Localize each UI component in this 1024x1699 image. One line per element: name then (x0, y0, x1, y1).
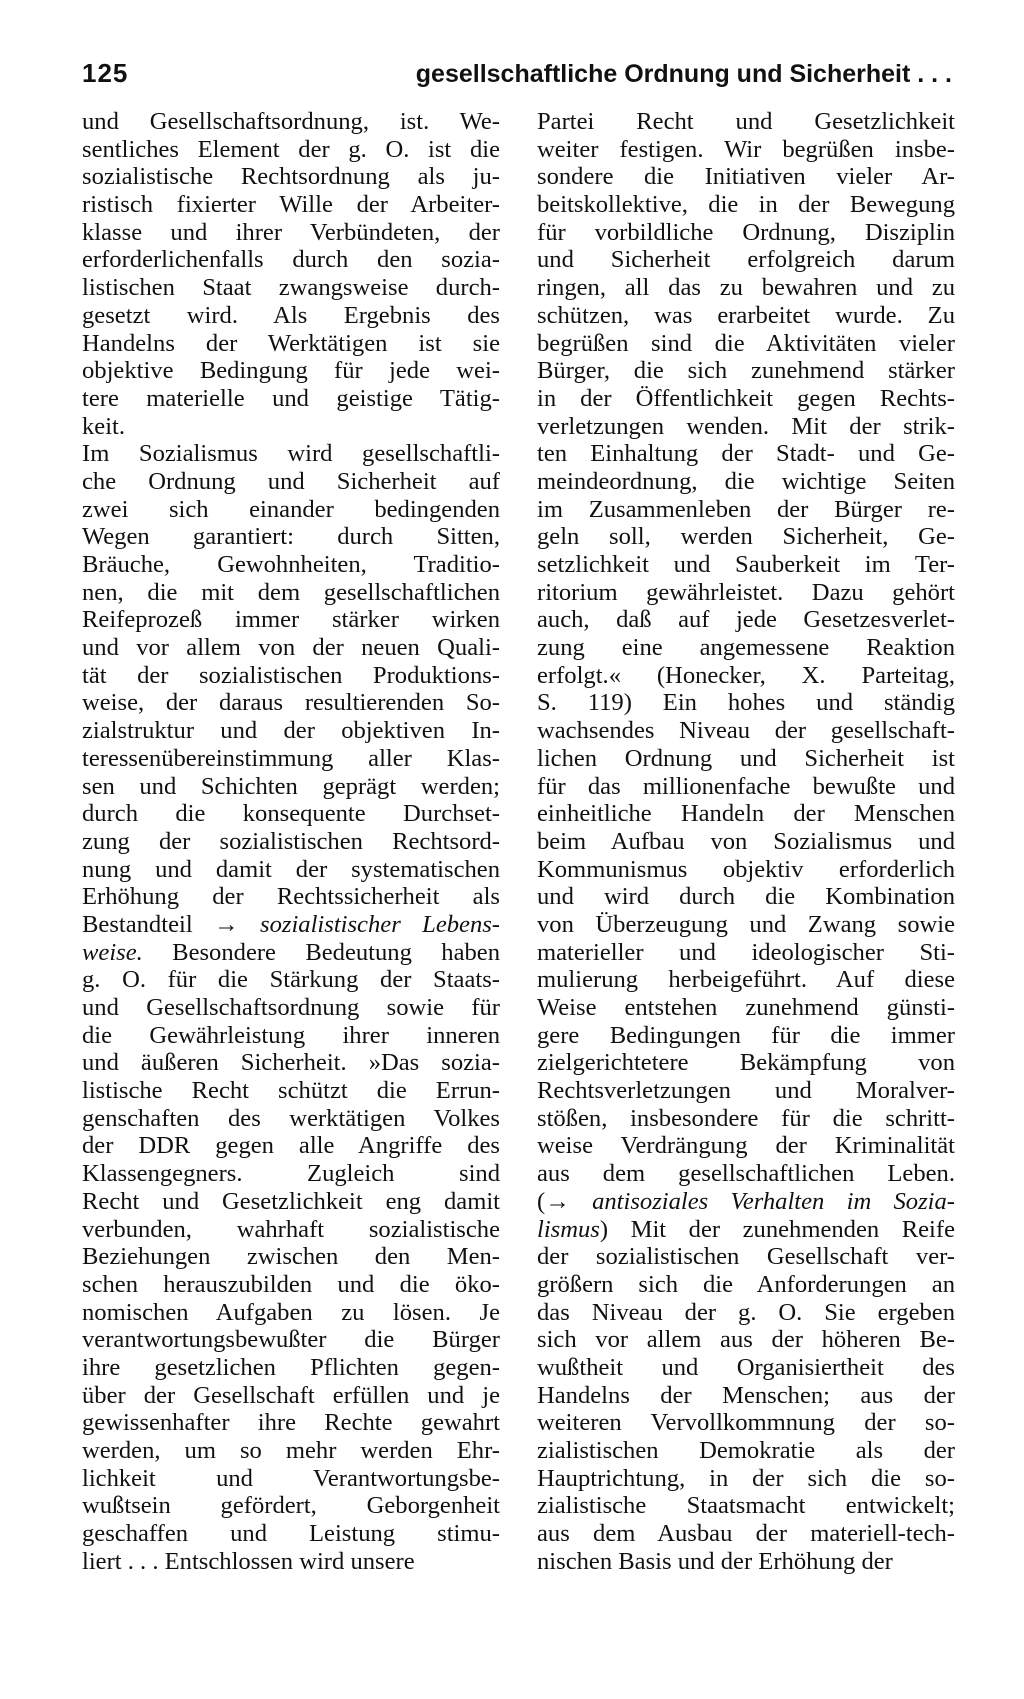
line-text: weise Verdrängung der Kriminalität (537, 1132, 955, 1160)
text-line (82, 440, 500, 468)
line-text: und wird durch die Kombination (537, 883, 955, 911)
line-text: zielgerichtetere Bekämpfung von (537, 1049, 955, 1077)
text-line (537, 302, 955, 330)
text-line (537, 330, 955, 358)
line-text: geschaffen und Leistung stimu- (82, 1520, 500, 1548)
text-line (82, 689, 500, 717)
text-line (537, 1382, 955, 1410)
text-line (537, 1105, 955, 1133)
line-text: zung eine angemessene Reaktion (537, 634, 955, 662)
text-line (537, 1520, 955, 1548)
line-text: erforderlichenfalls durch den sozia- (82, 246, 500, 274)
text-line (82, 1299, 500, 1327)
line-text: g. O. für die Stärkung der Staats- (82, 966, 500, 994)
line-text: klasse und ihrer Verbündeten, der (82, 218, 500, 246)
line-text: S. 119) Ein hohes und ständig (537, 689, 955, 717)
line-text: Weise entstehen zunehmend günsti- (537, 994, 955, 1021)
italic-reference: lismus (537, 1215, 600, 1243)
text-line (82, 163, 500, 191)
line-text: durch die konsequente Durchset- (82, 800, 500, 828)
text-line (82, 911, 500, 939)
line-text: und vor allem von der neuen Quali- (82, 634, 500, 662)
text-line (82, 1105, 500, 1133)
line-text: zialistischen Demokratie als der (537, 1437, 955, 1464)
text-line (82, 468, 500, 496)
line-text: sentliches Element der g. O. ist die (82, 135, 500, 163)
text-line (537, 136, 955, 164)
line-text: gere Bedingungen für die immer (537, 1021, 955, 1049)
line-text: gesetzt wird. Als Ergebnis des (82, 301, 500, 329)
text-line (82, 108, 500, 136)
line-text: nung und damit der systematischen (82, 855, 500, 883)
text-line (82, 1520, 500, 1548)
line-text: setzlichkeit und Sauberkeit im Ter- (537, 551, 955, 578)
text-line (537, 1049, 955, 1077)
line-text: auch, daß auf jede Gesetzesverlet- (537, 606, 955, 634)
text-line (82, 1326, 500, 1354)
text-line (537, 662, 955, 690)
text-line (82, 606, 500, 634)
line-text: verbunden, wahrhaft sozialistische (82, 1215, 500, 1243)
text-line (537, 579, 955, 607)
line-text: und äußeren Sicherheit. »Das sozia- (82, 1049, 500, 1077)
line-text: und Gesellschaftsordnung sowie für (82, 994, 500, 1021)
text-line (537, 773, 955, 801)
text-line (537, 219, 955, 247)
text-line (537, 800, 955, 828)
text-line (82, 634, 500, 662)
text-line (537, 1022, 955, 1050)
line-text: einheitliche Handeln der Menschen (537, 800, 955, 828)
running-title: gesellschaftliche Ordnung und Sicherheit . . . (415, 60, 952, 88)
text-line (82, 1465, 500, 1493)
text-line (82, 828, 500, 856)
line-text: teressenübereinstimmung aller Klas- (82, 744, 500, 772)
line-text: beitskollektive, die in der Bewegung (537, 191, 955, 219)
line-text: zialstruktur und der objektiven In- (82, 717, 500, 745)
line-text: weiteren Vervollkommnung der so- (537, 1409, 955, 1437)
line-text: listischen Staat zwangsweise durch- (82, 274, 500, 302)
line-text: wußtsein gefördert, Geborgenheit (82, 1492, 500, 1520)
text-line (537, 1243, 955, 1271)
text-line (82, 939, 500, 967)
text-line (537, 1465, 955, 1493)
line-text: lichen Ordnung und Sicherheit ist (537, 744, 955, 772)
text-line (537, 191, 955, 219)
text-line (82, 966, 500, 994)
line-text: Bestandteil (82, 910, 193, 938)
line-text: zung der sozialistischen Rechtsord- (82, 827, 500, 855)
line-text: im Zusammenleben der Bürger re- (537, 495, 955, 523)
page-header (82, 58, 952, 98)
text-line (537, 523, 955, 551)
text-line (537, 496, 955, 524)
italic-reference: weise. (82, 938, 143, 966)
line-text: und Gesellschaftsordnung, ist. We- (82, 108, 500, 135)
line-text: größern sich die Anforderungen an (537, 1270, 955, 1298)
text-line (82, 579, 500, 607)
text-line (537, 1271, 955, 1299)
line-text: materieller und ideologischer Sti- (537, 938, 955, 966)
text-line (537, 911, 955, 939)
line-text: keit. (82, 412, 126, 440)
line-text: wußtheit und Organisiertheit des (537, 1353, 955, 1381)
text-line (537, 856, 955, 884)
line-text: schützen, was erarbeitet wurde. Zu (537, 301, 955, 329)
line-text: genschaften des werktätigen Volkes (82, 1104, 500, 1132)
line-text: ten Einhaltung der Stadt- und Ge- (537, 440, 955, 468)
line-text: sozialistische Rechtsordnung als ju- (82, 163, 500, 191)
text-line (82, 1548, 500, 1576)
line-text: listische Recht schützt die Errun- (82, 1077, 500, 1105)
line-text: lichkeit und Verantwortungsbe- (82, 1464, 500, 1492)
text-line (82, 745, 500, 773)
line-text: Wegen garantiert: durch Sitten, (82, 523, 500, 551)
text-line (82, 413, 500, 441)
line-text: Reifeprozeß immer stärker wirken (82, 606, 500, 634)
text-line (82, 1049, 500, 1077)
italic-reference: → sozialistischer Lebens- (214, 910, 501, 938)
text-line (82, 800, 500, 828)
text-line (537, 1548, 955, 1576)
text-line (82, 385, 500, 413)
text-line (82, 1492, 500, 1520)
text-line (82, 994, 500, 1022)
line-text: ristisch fixierter Wille der Arbeiter- (82, 191, 500, 219)
page-number: 125 (82, 58, 129, 88)
text-line (82, 1216, 500, 1244)
line-text: über der Gesellschaft erfüllen und je (82, 1381, 500, 1409)
line-text: der sozialistischen Gesellschaft ver- (537, 1243, 955, 1271)
text-line (537, 689, 955, 717)
text-line (82, 1077, 500, 1105)
text-line (82, 551, 500, 579)
line-text: Rechtsverletzungen und Moralver- (537, 1077, 955, 1105)
text-line (82, 662, 500, 690)
line-text: ) Mit der zunehmenden Reife (599, 1215, 955, 1243)
text-line (537, 939, 955, 967)
text-line (82, 496, 500, 524)
line-text: erfolgt.« (Honecker, X. Parteitag, (537, 661, 955, 689)
line-text: nischen Basis und der Erhöhung der (537, 1547, 893, 1575)
line-text: ringen, all das zu bewahren und zu (537, 274, 955, 302)
line-text: verletzungen wenden. Mit der strik- (537, 412, 955, 440)
text-line (82, 1409, 500, 1437)
text-line (537, 1216, 955, 1244)
text-line (537, 357, 955, 385)
line-text: Besondere Bedeutung haben (142, 938, 500, 966)
text-line (537, 745, 955, 773)
text-line (82, 1022, 500, 1050)
line-text: geln soll, werden Sicherheit, Ge- (537, 523, 955, 551)
text-line (82, 883, 500, 911)
text-line (82, 330, 500, 358)
text-line (537, 246, 955, 274)
line-text: Bräuche, Gewohnheiten, Traditio- (82, 551, 500, 578)
line-text: schen herauszubilden und die öko- (82, 1270, 500, 1298)
text-line (82, 1132, 500, 1160)
line-text: Hauptrichtung, in der sich die so- (537, 1464, 955, 1492)
text-line (537, 163, 955, 191)
line-text: die Gewährleistung ihrer inneren (82, 1021, 500, 1049)
line-text: ihre gesetzlichen Pflichten gegen- (82, 1353, 500, 1381)
text-line (82, 856, 500, 884)
text-line (537, 1160, 955, 1188)
line-text: der DDR gegen alle Angriffe des (82, 1132, 500, 1160)
text-line (537, 883, 955, 911)
text-line (537, 1077, 955, 1105)
text-line (82, 1382, 500, 1410)
text-line (82, 136, 500, 164)
line-text: che Ordnung und Sicherheit auf (82, 467, 500, 495)
text-line (82, 1271, 500, 1299)
line-text: für vorbildliche Ordnung, Disziplin (537, 218, 955, 246)
text-line (82, 1437, 500, 1465)
text-line (537, 1326, 955, 1354)
text-line (82, 191, 500, 219)
text-line (82, 357, 500, 385)
line-text: nomischen Aufgaben zu lösen. Je (82, 1298, 500, 1326)
line-text: beim Aufbau von Sozialismus und (537, 827, 955, 855)
line-text: aus dem Ausbau der materiell-tech- (537, 1520, 955, 1548)
line-text: stößen, insbesondere für die schritt- (537, 1104, 955, 1132)
text-line (537, 717, 955, 745)
line-text: Handelns der Werktätigen ist sie (82, 329, 500, 357)
line-text: sen und Schichten geprägt werden; (82, 772, 500, 800)
text-line (537, 1188, 955, 1216)
line-text: Klassengegners. Zugleich sind (82, 1160, 500, 1188)
line-text: objektive Bedingung für jede wei- (82, 357, 500, 385)
text-line (537, 634, 955, 662)
line-text: ritorium gewährleistet. Dazu gehört (537, 578, 955, 606)
text-line (537, 1354, 955, 1382)
line-text: sondere die Initiativen vieler Ar- (537, 163, 955, 191)
line-text: und Sicherheit erfolgreich darum (537, 246, 955, 274)
line-text: Beziehungen zwischen den Men- (82, 1243, 500, 1271)
text-line (82, 773, 500, 801)
line-text: das Niveau der g. O. Sie ergeben (537, 1298, 955, 1326)
line-text: von Überzeugung und Zwang sowie (537, 910, 955, 938)
text-line (82, 219, 500, 247)
line-text: mulierung herbeigeführt. Auf diese (537, 966, 955, 994)
line-text: Handelns der Menschen; aus der (537, 1381, 955, 1409)
text-line (537, 413, 955, 441)
text-line (82, 523, 500, 551)
line-text: Im Sozialismus wird gesellschaftli- (82, 440, 500, 468)
line-text: Bürger, die sich zunehmend stärker (537, 357, 955, 385)
line-text: weiter festigen. Wir begrüßen insbe- (537, 135, 955, 163)
text-line (82, 1354, 500, 1382)
line-text: verantwortungsbewußter die Bürger (82, 1326, 500, 1354)
italic-reference: → antisoziales Verhalten im Sozia- (545, 1187, 955, 1215)
text-line (537, 966, 955, 994)
text-line (537, 1409, 955, 1437)
line-text: aus dem gesellschaftlichen Leben. (537, 1160, 955, 1188)
line-text: meindeordnung, die wichtige Seiten (537, 467, 955, 495)
line-text: in der Öffentlichkeit gegen Rechts- (537, 384, 955, 412)
line-text: begrüßen sind die Aktivitäten vieler (537, 329, 955, 357)
text-line (537, 108, 955, 136)
text-line (537, 551, 955, 579)
text-line (537, 606, 955, 634)
line-text: tät der sozialistischen Produktions- (82, 661, 500, 689)
text-line (537, 1437, 955, 1465)
text-line (82, 1188, 500, 1216)
text-line (82, 302, 500, 330)
text-line (537, 274, 955, 302)
line-text: Recht und Gesetzlichkeit eng damit (82, 1187, 500, 1215)
line-text: nen, die mit dem gesellschaftlichen (82, 578, 500, 606)
line-text: gewissenhafter ihre Rechte gewahrt (82, 1409, 500, 1437)
line-text: werden, um so mehr werden Ehr- (82, 1437, 500, 1464)
text-line (537, 385, 955, 413)
text-column-left (82, 108, 500, 1575)
line-text: Kommunismus objektiv erforderlich (537, 855, 955, 883)
text-line (82, 1243, 500, 1271)
line-text: Partei Recht und Gesetzlichkeit (537, 108, 955, 135)
text-column-right (537, 108, 955, 1575)
text-line (537, 440, 955, 468)
text-line (537, 828, 955, 856)
line-text: tere materielle und geistige Tätig- (82, 384, 500, 412)
text-line (537, 1299, 955, 1327)
line-text: für das millionenfache bewußte und (537, 772, 955, 800)
line-text: ( (537, 1187, 546, 1215)
line-text: weise, der daraus resultierenden So- (82, 689, 500, 717)
line-text: zialistische Staatsmacht entwickelt; (537, 1492, 955, 1520)
text-line (82, 246, 500, 274)
line-text: wachsendes Niveau der gesellschaft- (537, 717, 955, 745)
text-line (82, 1160, 500, 1188)
text-line (537, 1132, 955, 1160)
text-line (537, 994, 955, 1022)
text-line (537, 1492, 955, 1520)
text-line (537, 468, 955, 496)
text-line (82, 717, 500, 745)
line-text: Erhöhung der Rechtssicherheit als (82, 883, 500, 911)
line-text: zwei sich einander bedingenden (82, 495, 500, 523)
line-text: liert . . . Entschlossen wird unsere (82, 1547, 415, 1575)
text-line (82, 274, 500, 302)
line-text: sich vor allem aus der höheren Be- (537, 1326, 955, 1354)
